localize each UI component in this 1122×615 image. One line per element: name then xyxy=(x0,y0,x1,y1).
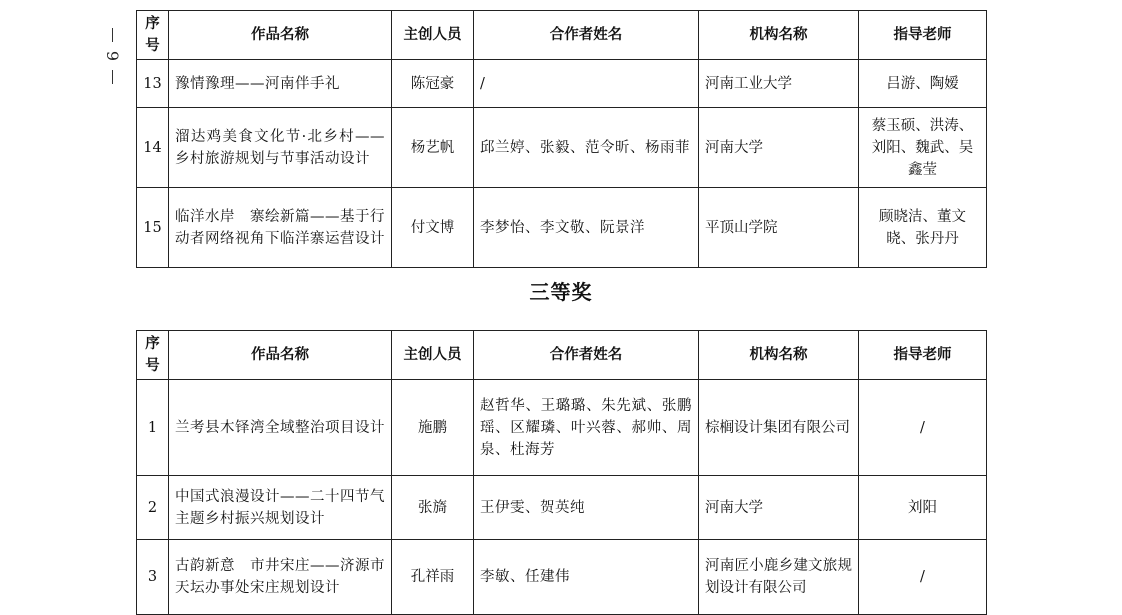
cell-seq: 15 xyxy=(137,188,169,268)
header-org: 机构名称 xyxy=(699,331,859,380)
cell-lead: 杨艺帆 xyxy=(392,108,474,188)
cell-org: 河南大学 xyxy=(699,476,859,540)
section-title-third-prize: 三等奖 xyxy=(529,280,593,304)
cell-coop: 李梦怡、李文敬、阮景洋 xyxy=(474,188,699,268)
table-row xyxy=(137,188,987,268)
header-title: 作品名称 xyxy=(169,331,392,380)
cell-seq: 2 xyxy=(137,476,169,540)
cell-title: 临洋水岸 寨绘新篇——基于行动者网络视角下临洋寨运营设计 xyxy=(169,188,392,268)
cell-coop: 邱兰婷、张毅、范令昕、杨雨菲 xyxy=(474,108,699,188)
header-seq: 序号 xyxy=(137,331,169,380)
cell-coop: 赵哲华、王璐璐、朱先斌、张鹏瑶、区耀璘、叶兴蓉、郝帅、周泉、杜海芳 xyxy=(474,380,699,476)
header-advisor: 指导老师 xyxy=(859,331,987,380)
header-lead: 主创人员 xyxy=(392,11,474,60)
table-row xyxy=(137,380,987,476)
table-row xyxy=(137,540,987,615)
cell-seq: 3 xyxy=(137,540,169,615)
cell-lead: 付文博 xyxy=(392,188,474,268)
cell-coop: 李敏、任建伟 xyxy=(474,540,699,615)
cell-org: 河南工业大学 xyxy=(699,60,859,108)
award-table-third-prize xyxy=(136,330,987,615)
cell-seq: 13 xyxy=(137,60,169,108)
header-advisor: 指导老师 xyxy=(859,11,987,60)
header-title: 作品名称 xyxy=(169,11,392,60)
cell-org: 平顶山学院 xyxy=(699,188,859,268)
header-seq: 序号 xyxy=(137,11,169,60)
cell-title: 兰考县木铎湾全域整治项目设计 xyxy=(169,380,392,476)
page-number xyxy=(100,26,124,86)
header-org: 机构名称 xyxy=(699,11,859,60)
cell-lead: 施鹏 xyxy=(392,380,474,476)
cell-advisor: 刘阳 xyxy=(859,476,987,540)
page-number-dash-bottom xyxy=(112,70,113,84)
cell-advisor: / xyxy=(859,380,987,476)
cell-advisor: 吕游、陶嫒 xyxy=(859,60,987,108)
cell-title: 古韵新意 市井宋庄——济源市天坛办事处宋庄规划设计 xyxy=(169,540,392,615)
page-number-dash-top xyxy=(112,28,113,42)
cell-title: 溜达鸡美食文化节·北乡村——乡村旅游规划与节事活动设计 xyxy=(169,108,392,188)
cell-coop: 王伊雯、贺英纯 xyxy=(474,476,699,540)
table-row xyxy=(137,108,987,188)
table-header-row xyxy=(137,331,987,380)
cell-org: 河南匠小鹿乡建文旅规划设计有限公司 xyxy=(699,540,859,615)
cell-title: 豫情豫理——河南伴手礼 xyxy=(169,60,392,108)
header-lead: 主创人员 xyxy=(392,331,474,380)
cell-org: 棕榈设计集团有限公司 xyxy=(699,380,859,476)
cell-seq: 14 xyxy=(137,108,169,188)
table-row xyxy=(137,60,987,108)
cell-advisor: / xyxy=(859,540,987,615)
table-row xyxy=(137,476,987,540)
header-coop: 合作者姓名 xyxy=(474,11,699,60)
cell-lead: 张旖 xyxy=(392,476,474,540)
page-number-value: 9 xyxy=(103,50,122,62)
award-table-second-prize-continued xyxy=(136,10,987,268)
cell-seq: 1 xyxy=(137,380,169,476)
cell-org: 河南大学 xyxy=(699,108,859,188)
header-coop: 合作者姓名 xyxy=(474,331,699,380)
table-header-row xyxy=(137,11,987,60)
cell-advisor: 顾晓洁、董文晓、张丹丹 xyxy=(859,188,987,268)
cell-advisor: 蔡玉硕、洪涛、刘阳、魏武、吴鑫莹 xyxy=(859,108,987,188)
cell-lead: 陈冠豪 xyxy=(392,60,474,108)
cell-lead: 孔祥雨 xyxy=(392,540,474,615)
cell-coop: / xyxy=(474,60,699,108)
cell-title: 中国式浪漫设计——二十四节气主题乡村振兴规划设计 xyxy=(169,476,392,540)
